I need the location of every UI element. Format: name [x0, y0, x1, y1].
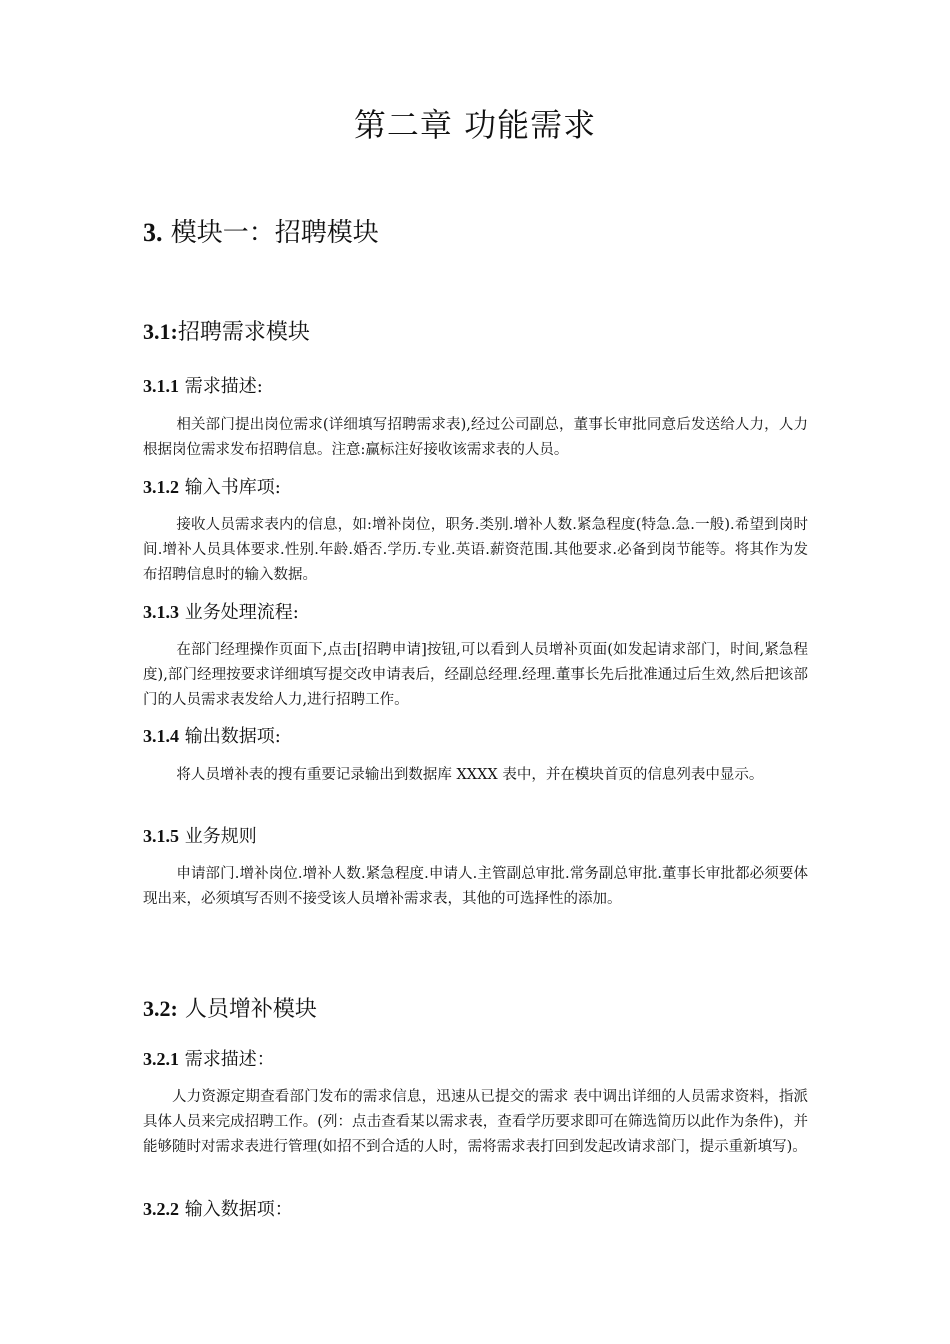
- subsection-3-1-4-heading: [143, 722, 281, 748]
- section-3-2-heading: [143, 992, 317, 1023]
- subsection-3-2-1-heading: [143, 1045, 275, 1071]
- section-title: 招聘需求模块: [177, 320, 310, 345]
- section-number: 3.1:: [143, 319, 178, 344]
- subsection-title: 需求描述：: [184, 1049, 275, 1070]
- module-number: 3.: [143, 218, 163, 247]
- subsection-number: 3.1.4: [143, 726, 179, 746]
- chapter-title: 第二章 功能需求: [353, 106, 597, 144]
- subsection-title: 输入数据项：: [184, 1199, 293, 1220]
- subsection-title: 输出数据项:: [184, 726, 281, 747]
- section-number: 3.2:: [143, 996, 178, 1021]
- subsection-title: 需求描述:: [184, 376, 263, 397]
- subsection-3-1-5-text: 申请部门.增补岗位.增补人数.紧急程度.申请人.主管副总审批.常务副总审批.董事长审批都必须要体现出来，必须填写否则不接受该人员增补需求表，其他的可选择性的添加。: [143, 866, 808, 907]
- section-3-1-heading: [143, 315, 310, 346]
- subsection-3-1-2-heading: [143, 473, 281, 499]
- subsection-title: 业务规则: [184, 826, 257, 847]
- subsection-title: 业务处理流程:: [184, 602, 299, 623]
- subsection-3-2-1-text: 人力资源定期查看部门发布的需求信息，迅速从已提交的需求 表中调出详细的人员需求资料，指派具体人员来完成招聘工作。(列：点击查看某以需求表，查看学历要求即可在筛选简历以此作为条件)，并能够随时对需求表进行管理(如招不到合适的人时，需将需求表打回到发起改请求部门，提示重新填写)。: [143, 1089, 808, 1155]
- subsection-3-2-2-heading: [143, 1195, 293, 1221]
- section-title: 人员增补模块: [177, 997, 317, 1022]
- module-heading: [143, 212, 379, 249]
- subsection-3-1-2-text: 接收人员需求表内的信息，如:增补岗位，职务.类别.增补人数.紧急程度(特急.急.一般).希望到岗时间.增补人员具体要求.性别.年龄.婚否.学历.专业.英语.薪资范围.其他要求.必备到岗节能等。将其作为发布招聘信息时的输入数据。: [143, 517, 808, 583]
- subsection-3-1-4-text: 将人员增补表的搜有重要记录输出到数据库 XXXX 表中，并在模块首页的信息列表中显示。: [176, 767, 764, 783]
- subsection-3-1-1-text: 相关部门提出岗位需求(详细填写招聘需求表),经过公司副总，董事长审批同意后发送给人力，人力根据岗位需求发布招聘信息。注意:赢标注好接收该需求表的人员。: [143, 417, 808, 458]
- subsection-number: 3.1.3: [143, 602, 179, 622]
- subsection-3-1-3-text: 在部门经理操作页面下,点击[招聘申请]按钮,可以看到人员增补页面(如发起请求部门，时间,紧急程度),部门经理按要求详细填写提交改申请表后，经副总经理.经理.董事长先后批准通过后生效,然后把该部门的人员需求表发给人力,进行招聘工作。: [143, 642, 808, 708]
- subsection-number: 3.2.2: [143, 1199, 179, 1219]
- subsection-3-1-5-heading: [143, 822, 257, 848]
- subsection-number: 3.2.1: [143, 1049, 179, 1069]
- subsection-number: 3.1.5: [143, 826, 179, 846]
- subsection-number: 3.1.2: [143, 477, 179, 497]
- subsection-3-1-1-heading: [143, 372, 263, 398]
- module-title: 模块一：招聘模块: [170, 218, 379, 248]
- subsection-number: 3.1.1: [143, 376, 179, 396]
- subsection-title: 输入书库项:: [184, 477, 281, 498]
- subsection-3-1-3-heading: [143, 598, 299, 624]
